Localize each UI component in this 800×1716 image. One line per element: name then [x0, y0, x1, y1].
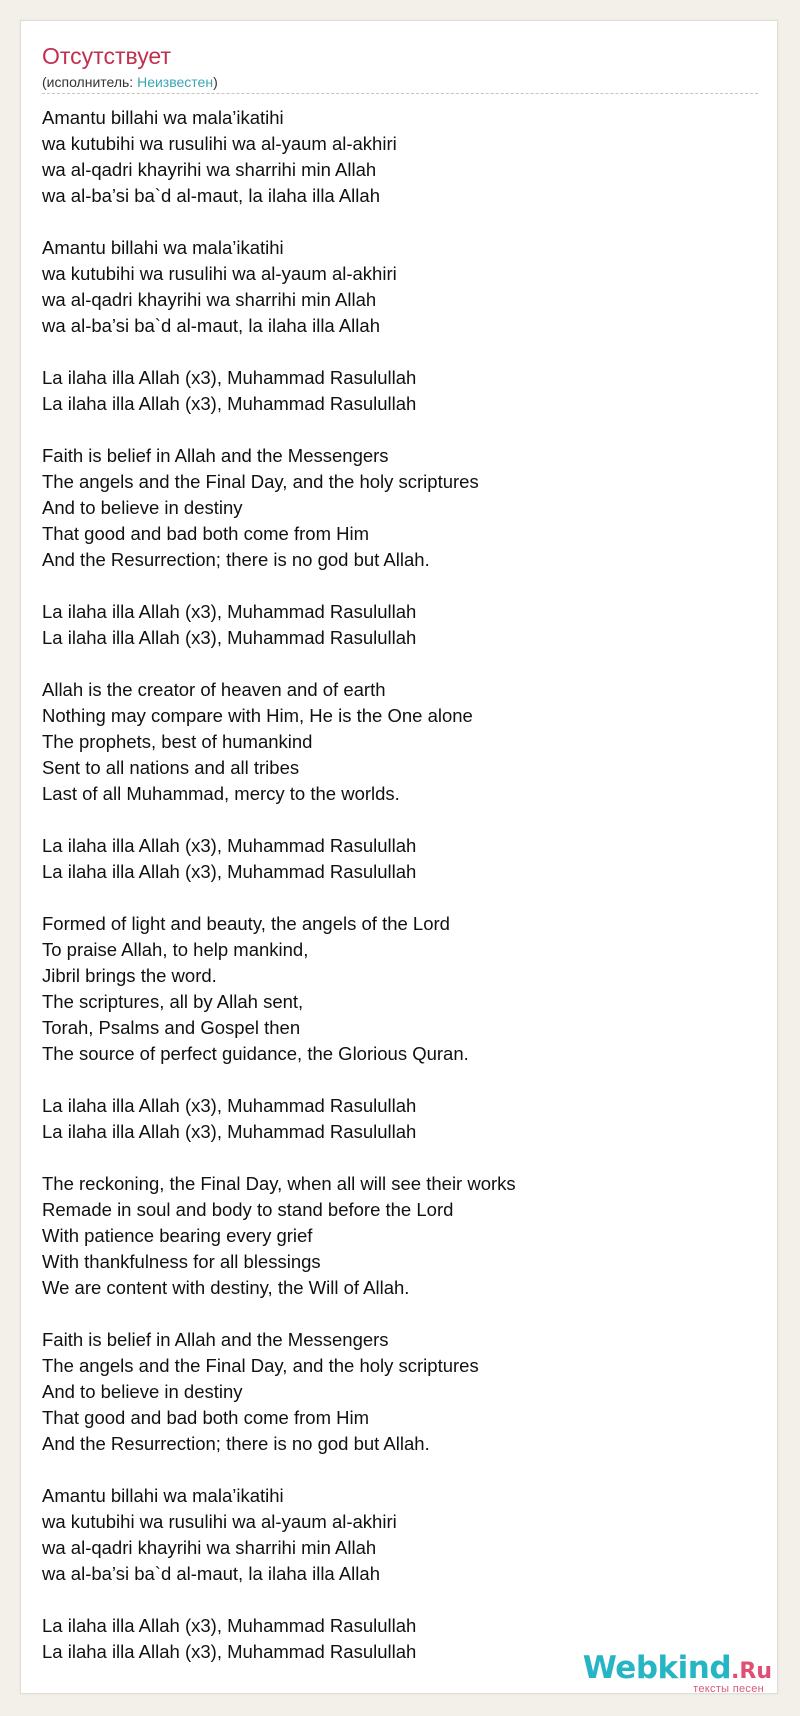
- lyrics-line: wa al-ba’si ba`d al-maut, la ilaha illa Allah: [42, 185, 380, 206]
- lyrics-line: We are content with destiny, the Will of Allah.: [42, 1277, 410, 1298]
- lyrics-stanza: [42, 599, 762, 651]
- lyrics-stanza: [42, 1327, 762, 1457]
- artist-line: [42, 73, 218, 91]
- lyrics-line: The angels and the Final Day, and the holy scriptures: [42, 471, 479, 492]
- lyrics-line: La ilaha illa Allah (x3), Muhammad Rasulullah: [42, 627, 417, 648]
- lyrics-line: Jibril brings the word.: [42, 965, 217, 986]
- lyrics-line: The angels and the Final Day, and the holy scriptures: [42, 1355, 479, 1376]
- header-divider: [42, 93, 758, 94]
- artist-link[interactable]: Неизвестен: [137, 74, 214, 90]
- lyrics-stanza: [42, 1483, 762, 1587]
- lyrics-line: La ilaha illa Allah (x3), Muhammad Rasulullah: [42, 393, 417, 414]
- logo-tagline: тексты песен: [693, 1683, 764, 1695]
- lyrics-line: La ilaha illa Allah (x3), Muhammad Rasulullah: [42, 367, 417, 388]
- lyrics-line: And to believe in destiny: [42, 497, 243, 518]
- lyrics-line: Nothing may compare with Him, He is the One alone: [42, 705, 473, 726]
- lyrics-stanza: [42, 1093, 762, 1145]
- lyrics-line: wa kutubihi wa rusulihi wa al-yaum al-akhiri: [42, 133, 397, 154]
- lyrics-line: Amantu billahi wa mala’ikatihi: [42, 1485, 284, 1506]
- lyrics-line: With patience bearing every grief: [42, 1225, 313, 1246]
- lyrics-line: Amantu billahi wa mala’ikatihi: [42, 107, 284, 128]
- lyrics-line: To praise Allah, to help mankind,: [42, 939, 309, 960]
- lyrics-line: The reckoning, the Final Day, when all will see their works: [42, 1173, 516, 1194]
- lyrics-line: La ilaha illa Allah (x3), Muhammad Rasulullah: [42, 1121, 417, 1142]
- lyrics-line: La ilaha illa Allah (x3), Muhammad Rasulullah: [42, 861, 417, 882]
- lyrics-line: wa al-qadri khayrihi wa sharrihi min Allah: [42, 159, 377, 180]
- lyrics-stanza: [42, 235, 762, 339]
- lyrics-line: Allah is the creator of heaven and of earth: [42, 679, 386, 700]
- lyrics-line: wa al-ba’si ba`d al-maut, la ilaha illa Allah: [42, 315, 380, 336]
- lyrics-line: With thankfulness for all blessings: [42, 1251, 321, 1272]
- site-logo: [583, 1650, 772, 1686]
- lyrics-line: And the Resurrection; there is no god but Allah.: [42, 549, 430, 570]
- song-title: Отсутствует: [42, 43, 171, 69]
- lyrics-body: [42, 105, 762, 1691]
- lyrics-stanza: [42, 833, 762, 885]
- lyrics-line: Remade in soul and body to stand before the Lord: [42, 1199, 454, 1220]
- lyrics-stanza: [42, 1171, 762, 1301]
- lyrics-line: wa al-ba’si ba`d al-maut, la ilaha illa Allah: [42, 1563, 380, 1584]
- lyrics-line: The prophets, best of humankind: [42, 731, 313, 752]
- lyrics-line: That good and bad both come from Him: [42, 1407, 370, 1428]
- lyrics-line: Last of all Muhammad, mercy to the worlds.: [42, 783, 400, 804]
- artist-prefix: (исполнитель:: [42, 74, 138, 90]
- lyrics-stanza: [42, 105, 762, 209]
- lyrics-line: Formed of light and beauty, the angels of the Lord: [42, 913, 450, 934]
- lyrics-line: La ilaha illa Allah (x3), Muhammad Rasulullah: [42, 835, 417, 856]
- lyrics-line: The scriptures, all by Allah sent,: [42, 991, 304, 1012]
- lyrics-line: Faith is belief in Allah and the Messengers: [42, 1329, 389, 1350]
- lyrics-line: wa kutubihi wa rusulihi wa al-yaum al-akhiri: [42, 263, 397, 284]
- lyrics-line: And to believe in destiny: [42, 1381, 243, 1402]
- lyrics-line: La ilaha illa Allah (x3), Muhammad Rasulullah: [42, 1615, 417, 1636]
- logo-tld-text: .Ru: [731, 1659, 772, 1684]
- lyrics-line: Torah, Psalms and Gospel then: [42, 1017, 301, 1038]
- lyrics-line: And the Resurrection; there is no god but Allah.: [42, 1433, 430, 1454]
- lyrics-line: wa al-qadri khayrihi wa sharrihi min Allah: [42, 289, 377, 310]
- lyrics-line: La ilaha illa Allah (x3), Muhammad Rasulullah: [42, 1095, 417, 1116]
- artist-suffix: ): [213, 74, 218, 90]
- lyrics-line: That good and bad both come from Him: [42, 523, 370, 544]
- lyrics-line: La ilaha illa Allah (x3), Muhammad Rasulullah: [42, 601, 417, 622]
- lyrics-line: Faith is belief in Allah and the Messengers: [42, 445, 389, 466]
- lyrics-line: La ilaha illa Allah (x3), Muhammad Rasulullah: [42, 1641, 417, 1662]
- lyrics-line: The source of perfect guidance, the Glorious Quran.: [42, 1043, 469, 1064]
- lyrics-stanza: [42, 365, 762, 417]
- lyrics-stanza: [42, 677, 762, 807]
- lyrics-line: wa kutubihi wa rusulihi wa al-yaum al-akhiri: [42, 1511, 397, 1532]
- lyrics-line: Sent to all nations and all tribes: [42, 757, 300, 778]
- lyrics-line: wa al-qadri khayrihi wa sharrihi min Allah: [42, 1537, 377, 1558]
- logo-main-text: Webkind: [582, 1650, 732, 1686]
- lyrics-stanza: [42, 911, 762, 1067]
- lyrics-line: Amantu billahi wa mala’ikatihi: [42, 237, 284, 258]
- lyrics-stanza: [42, 443, 762, 573]
